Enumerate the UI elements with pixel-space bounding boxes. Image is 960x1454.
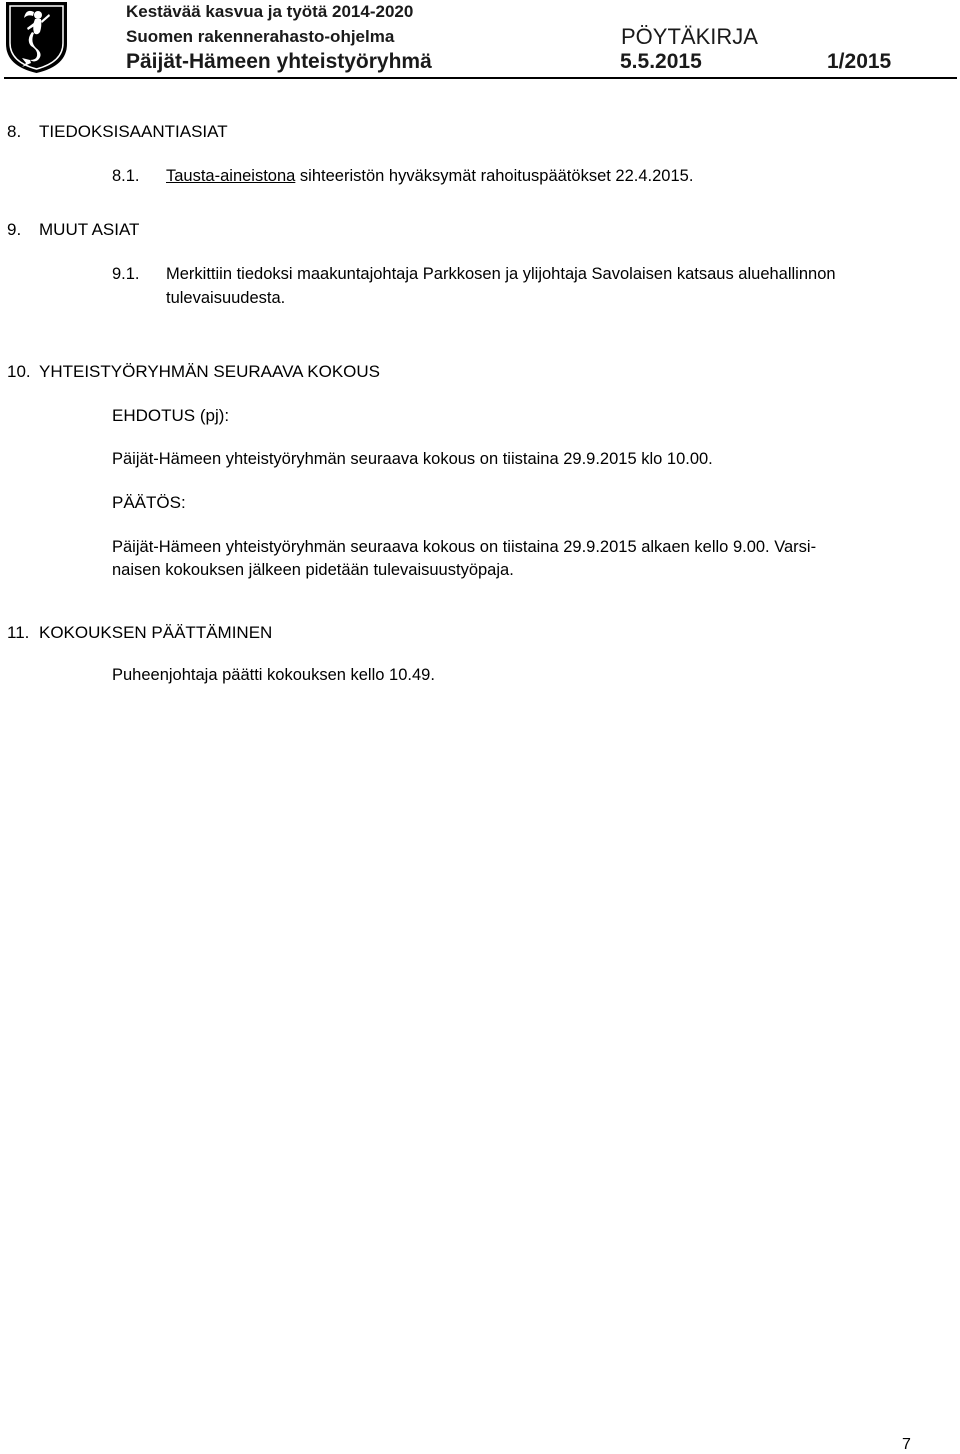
section-11-title: KOKOUKSEN PÄÄTTÄMINEN — [39, 623, 273, 642]
item-8-1-body: sihteeristön hyväksymät rahoituspäätökset 22.4.2015. — [295, 167, 694, 185]
proposal-label: EHDOTUS (pj): — [112, 406, 230, 425]
program-subtitle: Suomen rakennerahasto-ohjelma — [126, 27, 395, 46]
program-title: Kestävää kasvua ja työtä 2014-2020 — [126, 2, 414, 21]
decision-line-1: Päijät-Hämeen yhteistyöryhmän seuraava kokous on tiistaina 29.9.2015 alkaen kello 9.00. Varsi- — [112, 538, 817, 556]
item-9-1-line-1: Merkittiin tiedoksi maakuntajohtaja Parkkosen ja ylijohtaja Savolaisen katsaus aluehallinnon — [166, 265, 836, 283]
item-9-1-line-2: tulevaisuudesta. — [166, 289, 286, 307]
mermaid-coat-of-arms-icon — [4, 0, 69, 74]
item-8-1-text — [166, 167, 693, 186]
closing-text: Puheenjohtaja päätti kokouksen kello 10.49. — [112, 666, 435, 684]
section-10-number: 10. — [7, 362, 31, 381]
section-9-title: MUUT ASIAT — [39, 220, 140, 239]
decision-line-2: naisen kokouksen jälkeen pidetään tulevaisuustyöpaja. — [112, 561, 514, 579]
section-8-title: TIEDOKSISAANTIASIAT — [39, 122, 228, 141]
coat-of-arms-logo — [4, 0, 69, 74]
header-divider — [4, 77, 957, 79]
proposal-text: Päijät-Hämeen yhteistyöryhmän seuraava kokous on tiistaina 29.9.2015 klo 10.00. — [112, 450, 713, 468]
organization-name: Päijät-Hämeen yhteistyöryhmä — [126, 50, 432, 73]
section-9-number: 9. — [7, 220, 22, 239]
decision-label: PÄÄTÖS: — [112, 493, 186, 512]
item-9-1-number: 9.1. — [112, 265, 140, 283]
page-number: 7 — [902, 1436, 911, 1453]
attachment-link[interactable]: Tausta-aineistona — [166, 167, 296, 185]
section-8-number: 8. — [7, 122, 22, 141]
document-type: PÖYTÄKIRJA — [621, 24, 758, 49]
item-8-1-number: 8.1. — [112, 167, 140, 185]
document-number: 1/2015 — [827, 50, 892, 73]
section-10-title: YHTEISTYÖRYHMÄN SEURAAVA KOKOUS — [39, 362, 381, 381]
document-date: 5.5.2015 — [620, 50, 702, 73]
section-11-number: 11. — [7, 623, 30, 642]
